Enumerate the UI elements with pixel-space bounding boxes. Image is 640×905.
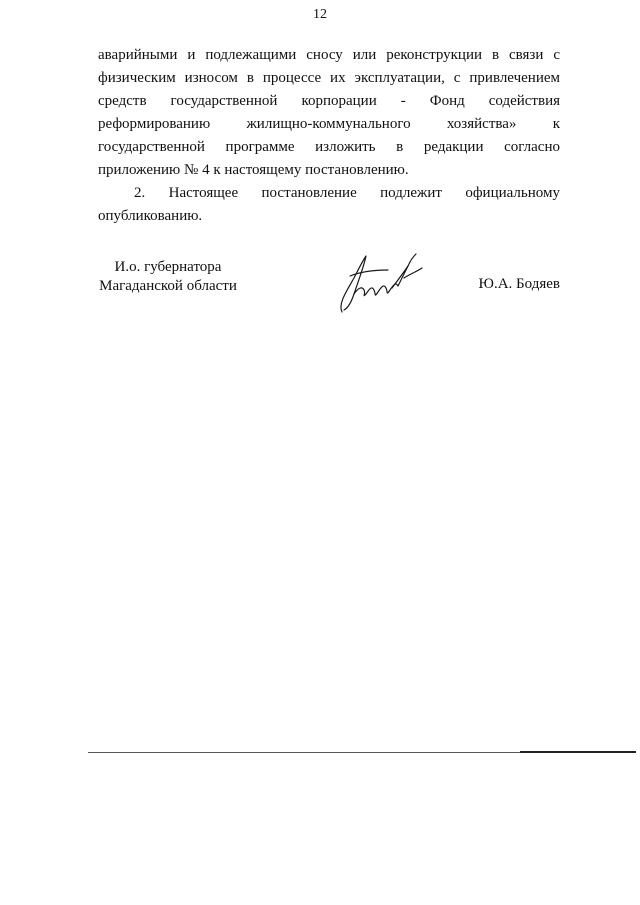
paragraph-continuation: аварийными и подлежащими сносу или реконструкции в связи с физическим износом в процессе их эксплуатации, с привлечением средств государственной корпорации - Фонд содействия реформированию жилищно-коммунального хозяйства» к государственной программе изложить в редакции согласно приложению № 4 к настоящему постановлению. (98, 47, 560, 178)
paragraph-item-2: 2. Настоящее постановление подлежит официальному опубликованию. (98, 185, 560, 224)
document-body (98, 44, 560, 228)
page-number: 12 (313, 7, 327, 22)
signatory-name: Ю.А. Бодяев (478, 276, 560, 292)
handwritten-signature-icon (336, 248, 428, 316)
signatory-position-line-1: И.о. губернатора (114, 259, 222, 275)
footer-divider-accent (520, 751, 636, 753)
signatory-position (92, 258, 244, 296)
signatory-position-line-2: Магаданской области (99, 278, 237, 294)
